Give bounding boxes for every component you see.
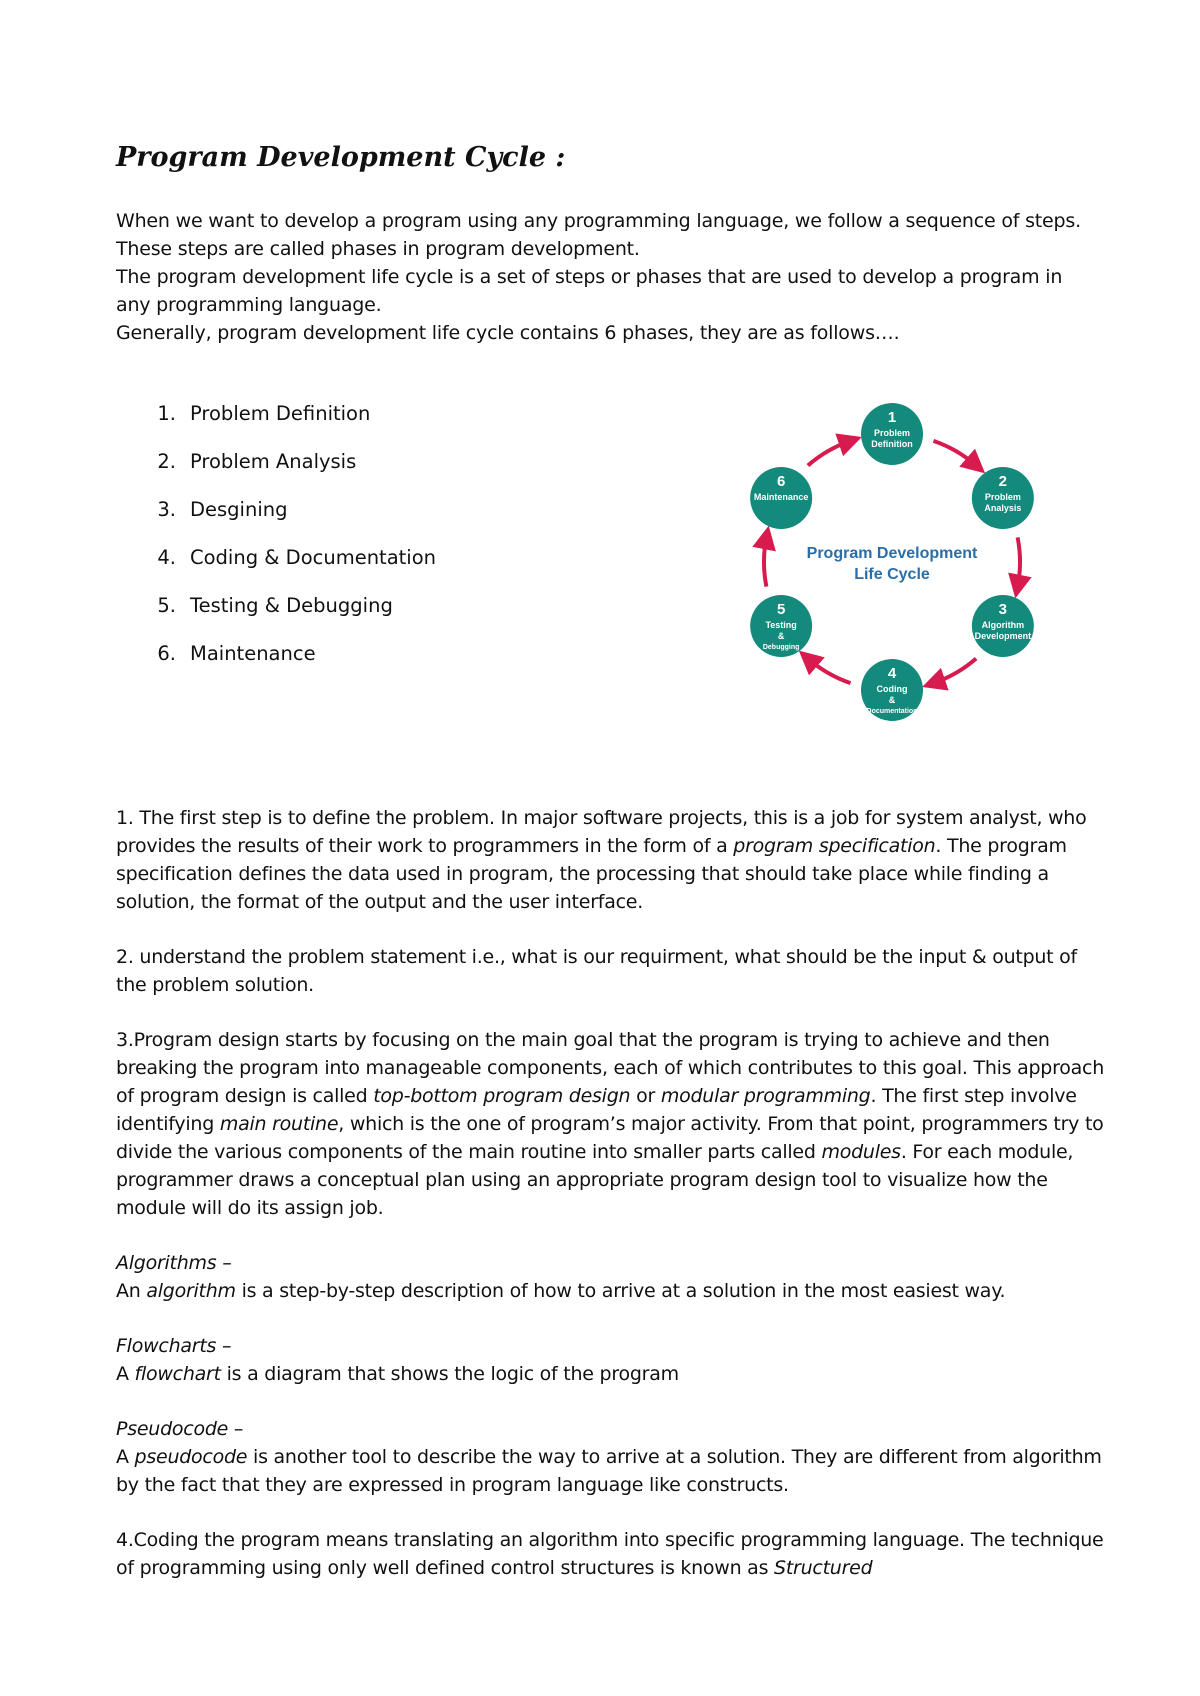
cycle-node-label: Analysis — [984, 503, 1022, 513]
life-cycle-diagram — [734, 394, 1044, 724]
cycle-arrow — [1018, 537, 1020, 586]
algorithms-paragraph: Algorithms – An algorithm is a step-by-step description of how to arrive at a solution in the most easiest way. — [116, 1252, 1006, 1302]
phase-label: Desgining — [190, 498, 288, 521]
page-title: Program Development Cycle : — [116, 142, 566, 173]
cycle-node-label: Development — [974, 631, 1032, 641]
phase-number: 5. — [157, 594, 176, 617]
cycle-node-label: 1 — [887, 409, 897, 426]
cycle-node-label: Debugging — [762, 644, 800, 651]
cycle-node — [861, 403, 923, 465]
phase-label: Testing & Debugging — [190, 594, 393, 617]
cycle-node-label: 6 — [776, 473, 786, 490]
cycle-arrow — [933, 441, 976, 466]
intro-paragraph — [116, 207, 1096, 347]
cycle-node-label: 2 — [998, 473, 1008, 490]
phase-number: 3. — [157, 498, 176, 521]
phase-list — [116, 402, 436, 690]
step-1-paragraph: 1. The first step is to define the problem. In major software projects, this is a job for system analyst, who provides the results of their work to programmers in the form of a program specification. The program specification defines the data used in program, the processing that should take place while finding a solution, the format of the output and the user interface. — [116, 807, 1087, 913]
pseudocode-paragraph: Pseudocode – A pseudocode is another tool to describe the way to arrive at a solution. They are different from algorithm by the fact that they are expressed in program language like constructs. — [116, 1418, 1102, 1496]
flowcharts-heading: Flowcharts – — [116, 1335, 232, 1357]
cycle-node — [750, 467, 812, 529]
cycle-node-label: Maintenance — [753, 492, 809, 502]
cycle-node-label: 4 — [887, 665, 897, 682]
phase-item — [116, 594, 436, 642]
cycle-arrow — [764, 537, 766, 586]
cycle-node-label: Coding — [876, 684, 908, 694]
phase-number: 6. — [157, 642, 176, 665]
body-content — [116, 804, 1106, 1609]
cycle-node — [972, 467, 1034, 529]
phase-item — [116, 450, 436, 498]
phase-number: 2. — [157, 450, 176, 473]
intro-line: Generally, program development life cycle contains 6 phases, they are as follows…. — [116, 322, 900, 344]
cycle-node-label: Problem — [873, 428, 911, 438]
cycle-node-label: Documentation — [866, 708, 918, 715]
cycle-node-label: & — [888, 695, 896, 705]
phase-number: 4. — [157, 546, 176, 569]
phase-item — [116, 402, 436, 450]
phase-label: Maintenance — [190, 642, 316, 665]
cycle-node-label: & — [777, 631, 785, 641]
cycle-arrow — [808, 658, 851, 683]
cycle-node-label: 5 — [776, 601, 786, 618]
step-2-paragraph: 2. understand the problem statement i.e., what is our requirment, what should be the input & output of the problem solution. — [116, 946, 1077, 996]
flowcharts-paragraph: Flowcharts – A flowchart is a diagram that shows the logic of the program — [116, 1335, 679, 1385]
phase-label: Problem Definition — [190, 402, 371, 425]
intro-line: The program development life cycle is a set of steps or phases that are used to develop a program in any programming language. — [116, 266, 1063, 316]
cycle-node-label: Problem — [984, 492, 1021, 502]
intro-line: These steps are called phases in program development. — [116, 238, 640, 260]
cycle-node — [972, 595, 1034, 657]
step-4-paragraph: 4.Coding the program means translating an algorithm into specific programming language. The technique of programming using only well defined control structures is known as Structured — [116, 1529, 1104, 1579]
intro-line: When we want to develop a program using any programming language, we follow a sequence of steps. — [116, 210, 1081, 232]
cycle-node-label: Algorithm — [981, 620, 1025, 630]
pseudocode-heading: Pseudocode – — [116, 1418, 244, 1440]
diagram-title-line1: Program Development — [806, 545, 978, 562]
cycle-nodes — [750, 403, 1034, 721]
cycle-arrow — [933, 658, 976, 683]
phase-item — [116, 642, 436, 690]
phase-item — [116, 498, 436, 546]
cycle-node-label: Testing — [765, 620, 797, 630]
diagram-title-line2: Life Cycle — [854, 566, 930, 583]
phase-label: Problem Analysis — [190, 450, 357, 473]
phase-label: Coding & Documentation — [190, 546, 437, 569]
cycle-node — [861, 659, 923, 721]
phase-item — [116, 546, 436, 594]
cycle-node-label: 3 — [998, 601, 1008, 618]
cycle-node-label: Definition — [871, 439, 913, 449]
algorithms-heading: Algorithms – — [116, 1252, 232, 1274]
step-3-paragraph: 3.Program design starts by focusing on the main goal that the program is trying to achieve and then breaking the program into manageable components, each of which contributes to this goal. This approach of program design is called top-bottom program design or modular programming. The first step involve identifying main routine, which is the one of program’s major activity. From that point, programmers try to divide the various components of the main routine into smaller parts called modules. For each module, programmer draws a conceptual plan using an appropriate program design tool to visualize how the module will do its assign job. — [116, 1029, 1104, 1219]
cycle-node — [750, 595, 812, 657]
phase-number: 1. — [157, 402, 176, 425]
cycle-arrow — [808, 441, 851, 466]
